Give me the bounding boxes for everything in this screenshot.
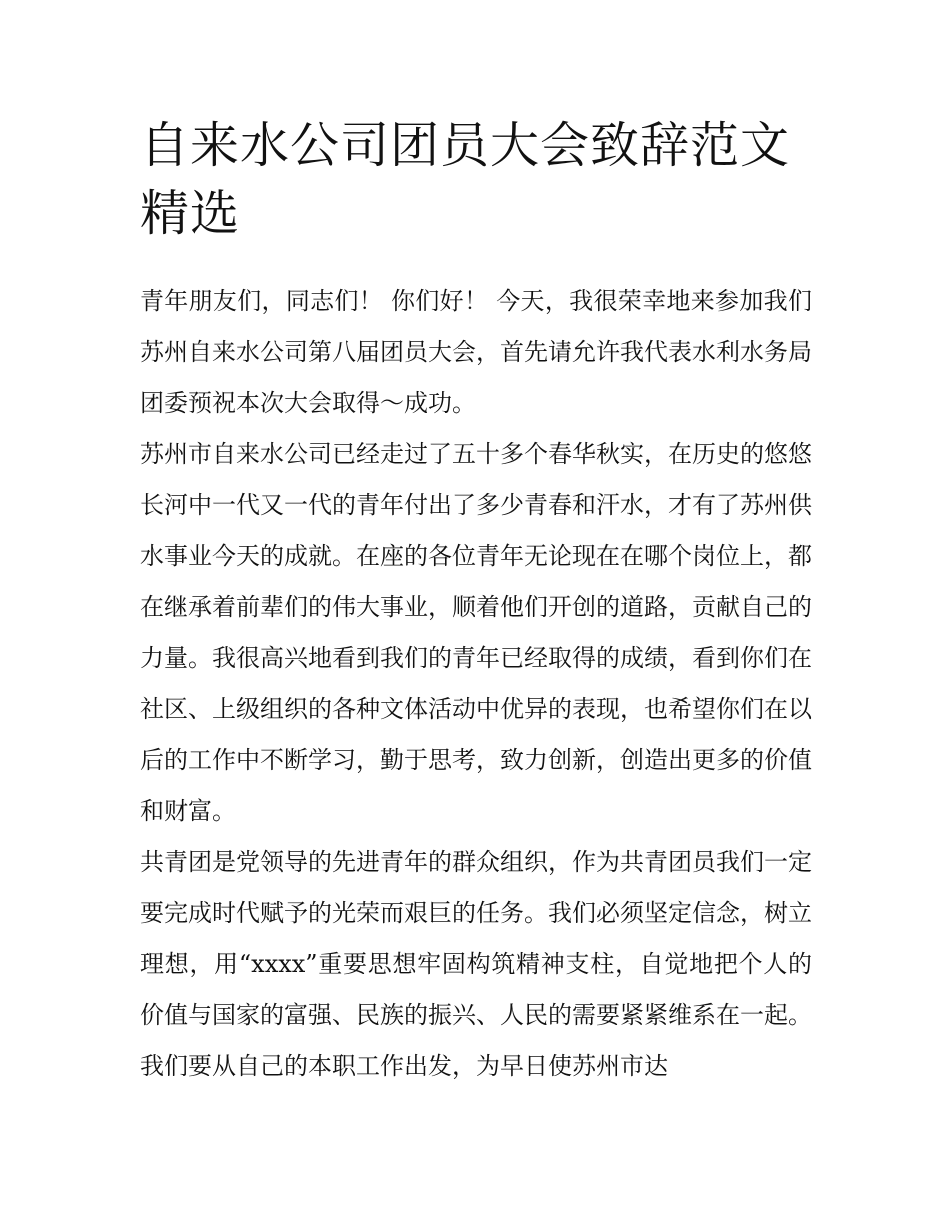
document-title: 自来水公司团员大会致辞范文精选 <box>140 117 791 242</box>
paragraph-history: 苏州市自来水公司已经走过了五十多个春华秋实，在历史的悠悠长河中一代又一代的青年付出了多少青春和汗水，才有了苏州供水事业今天的成就。在座的各位青年无论现在在哪个岗位上，都在继承着前辈们的伟大事业，顺着他们开创的道路，贡献自己的力量。我很高兴地看到我们的青年已经取得的成绩，看到你们在社区、上级组织的各种文体活动中优异的表现，也希望你们在以后的工作中不断学习，勤于思考，致力创新，创造出更多的价值和财富。 <box>140 440 812 825</box>
paragraph-greeting: 青年朋友们，同志们！ 你们好！ 今天，我很荣幸地来参加我们苏州自来水公司第八届团员大会，首先请允许我代表水利水务局团委预祝本次大会取得～成功。 <box>140 287 812 417</box>
paragraph-league: 共青团是党领导的先进青年的群众组织，作为共青团员我们一定要完成时代赋予的光荣而艰巨的任务。我们必须坚定信念，树立理想，用“xxxx”重要思想牢固构筑精神支柱，自觉地把个人的价值与国家的富强、民族的振兴、人民的需要紧紧维系在一起。我们要从自己的本职工作出发，为早日使苏州市达 <box>140 848 812 1080</box>
document-body <box>140 276 812 1092</box>
